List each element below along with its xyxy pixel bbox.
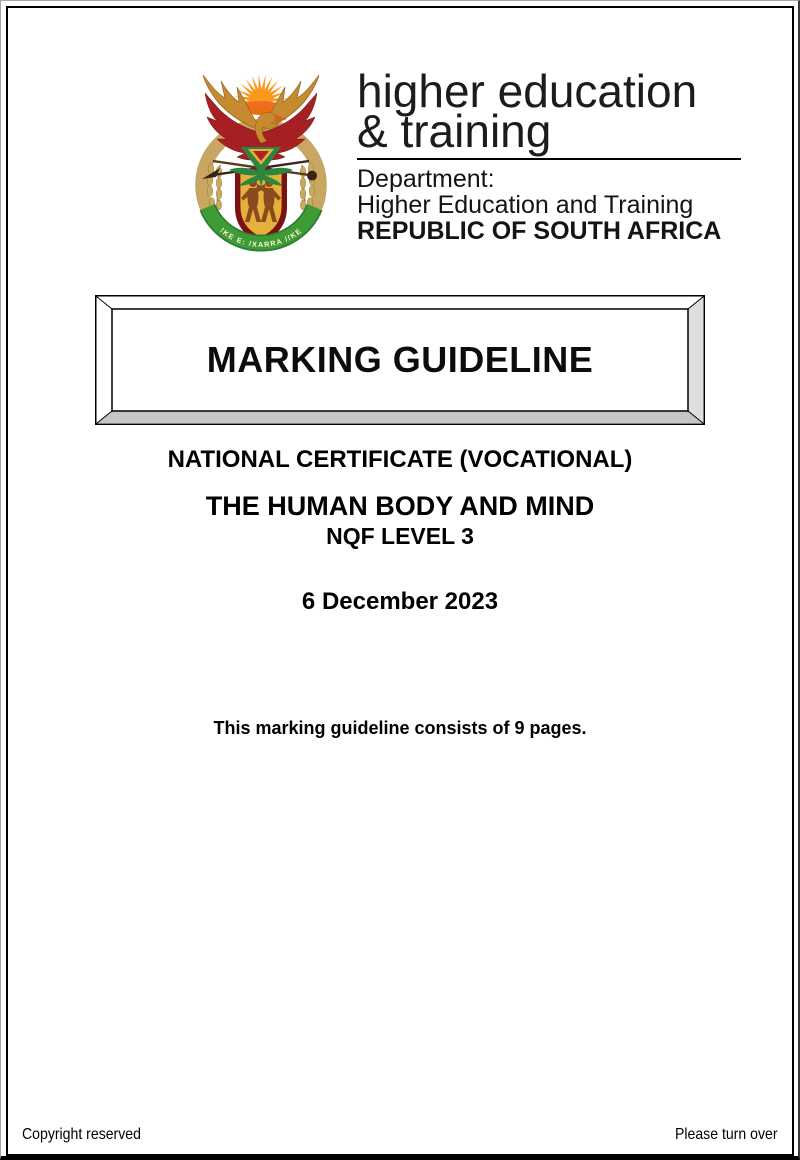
department-name: Higher Education and Training	[357, 191, 694, 219]
department-label: Department:	[357, 165, 495, 193]
brand-name-line2: & training	[357, 105, 552, 157]
exam-date: 6 December 2023	[301, 588, 499, 615]
country-name: REPUBLIC OF SOUTH AFRICA	[357, 217, 722, 245]
subject-heading: THE HUMAN BODY AND MIND	[205, 491, 595, 521]
copyright-text: Copyright reserved	[22, 1126, 141, 1143]
footer-right	[661, 1126, 778, 1144]
pages-note: This marking guideline consists of 9 pages.	[213, 718, 587, 738]
page	[6, 6, 794, 1156]
brand-divider	[357, 158, 741, 160]
logo-wordmark	[357, 65, 749, 245]
coat-of-arms-icon	[175, 67, 347, 253]
certificate-heading: NATIONAL CERTIFICATE (VOCATIONAL)	[167, 446, 633, 473]
title-box	[95, 295, 705, 425]
footer-left	[22, 1126, 157, 1144]
turn-over-text: Please turn over	[675, 1126, 778, 1143]
page-title: MARKING GUIDELINE	[206, 339, 594, 380]
level-heading: NQF LEVEL 3	[326, 523, 474, 549]
brand-name-line1: higher education	[357, 65, 698, 117]
emblem-motto: !KE E: /XARRA //KE	[218, 225, 304, 250]
